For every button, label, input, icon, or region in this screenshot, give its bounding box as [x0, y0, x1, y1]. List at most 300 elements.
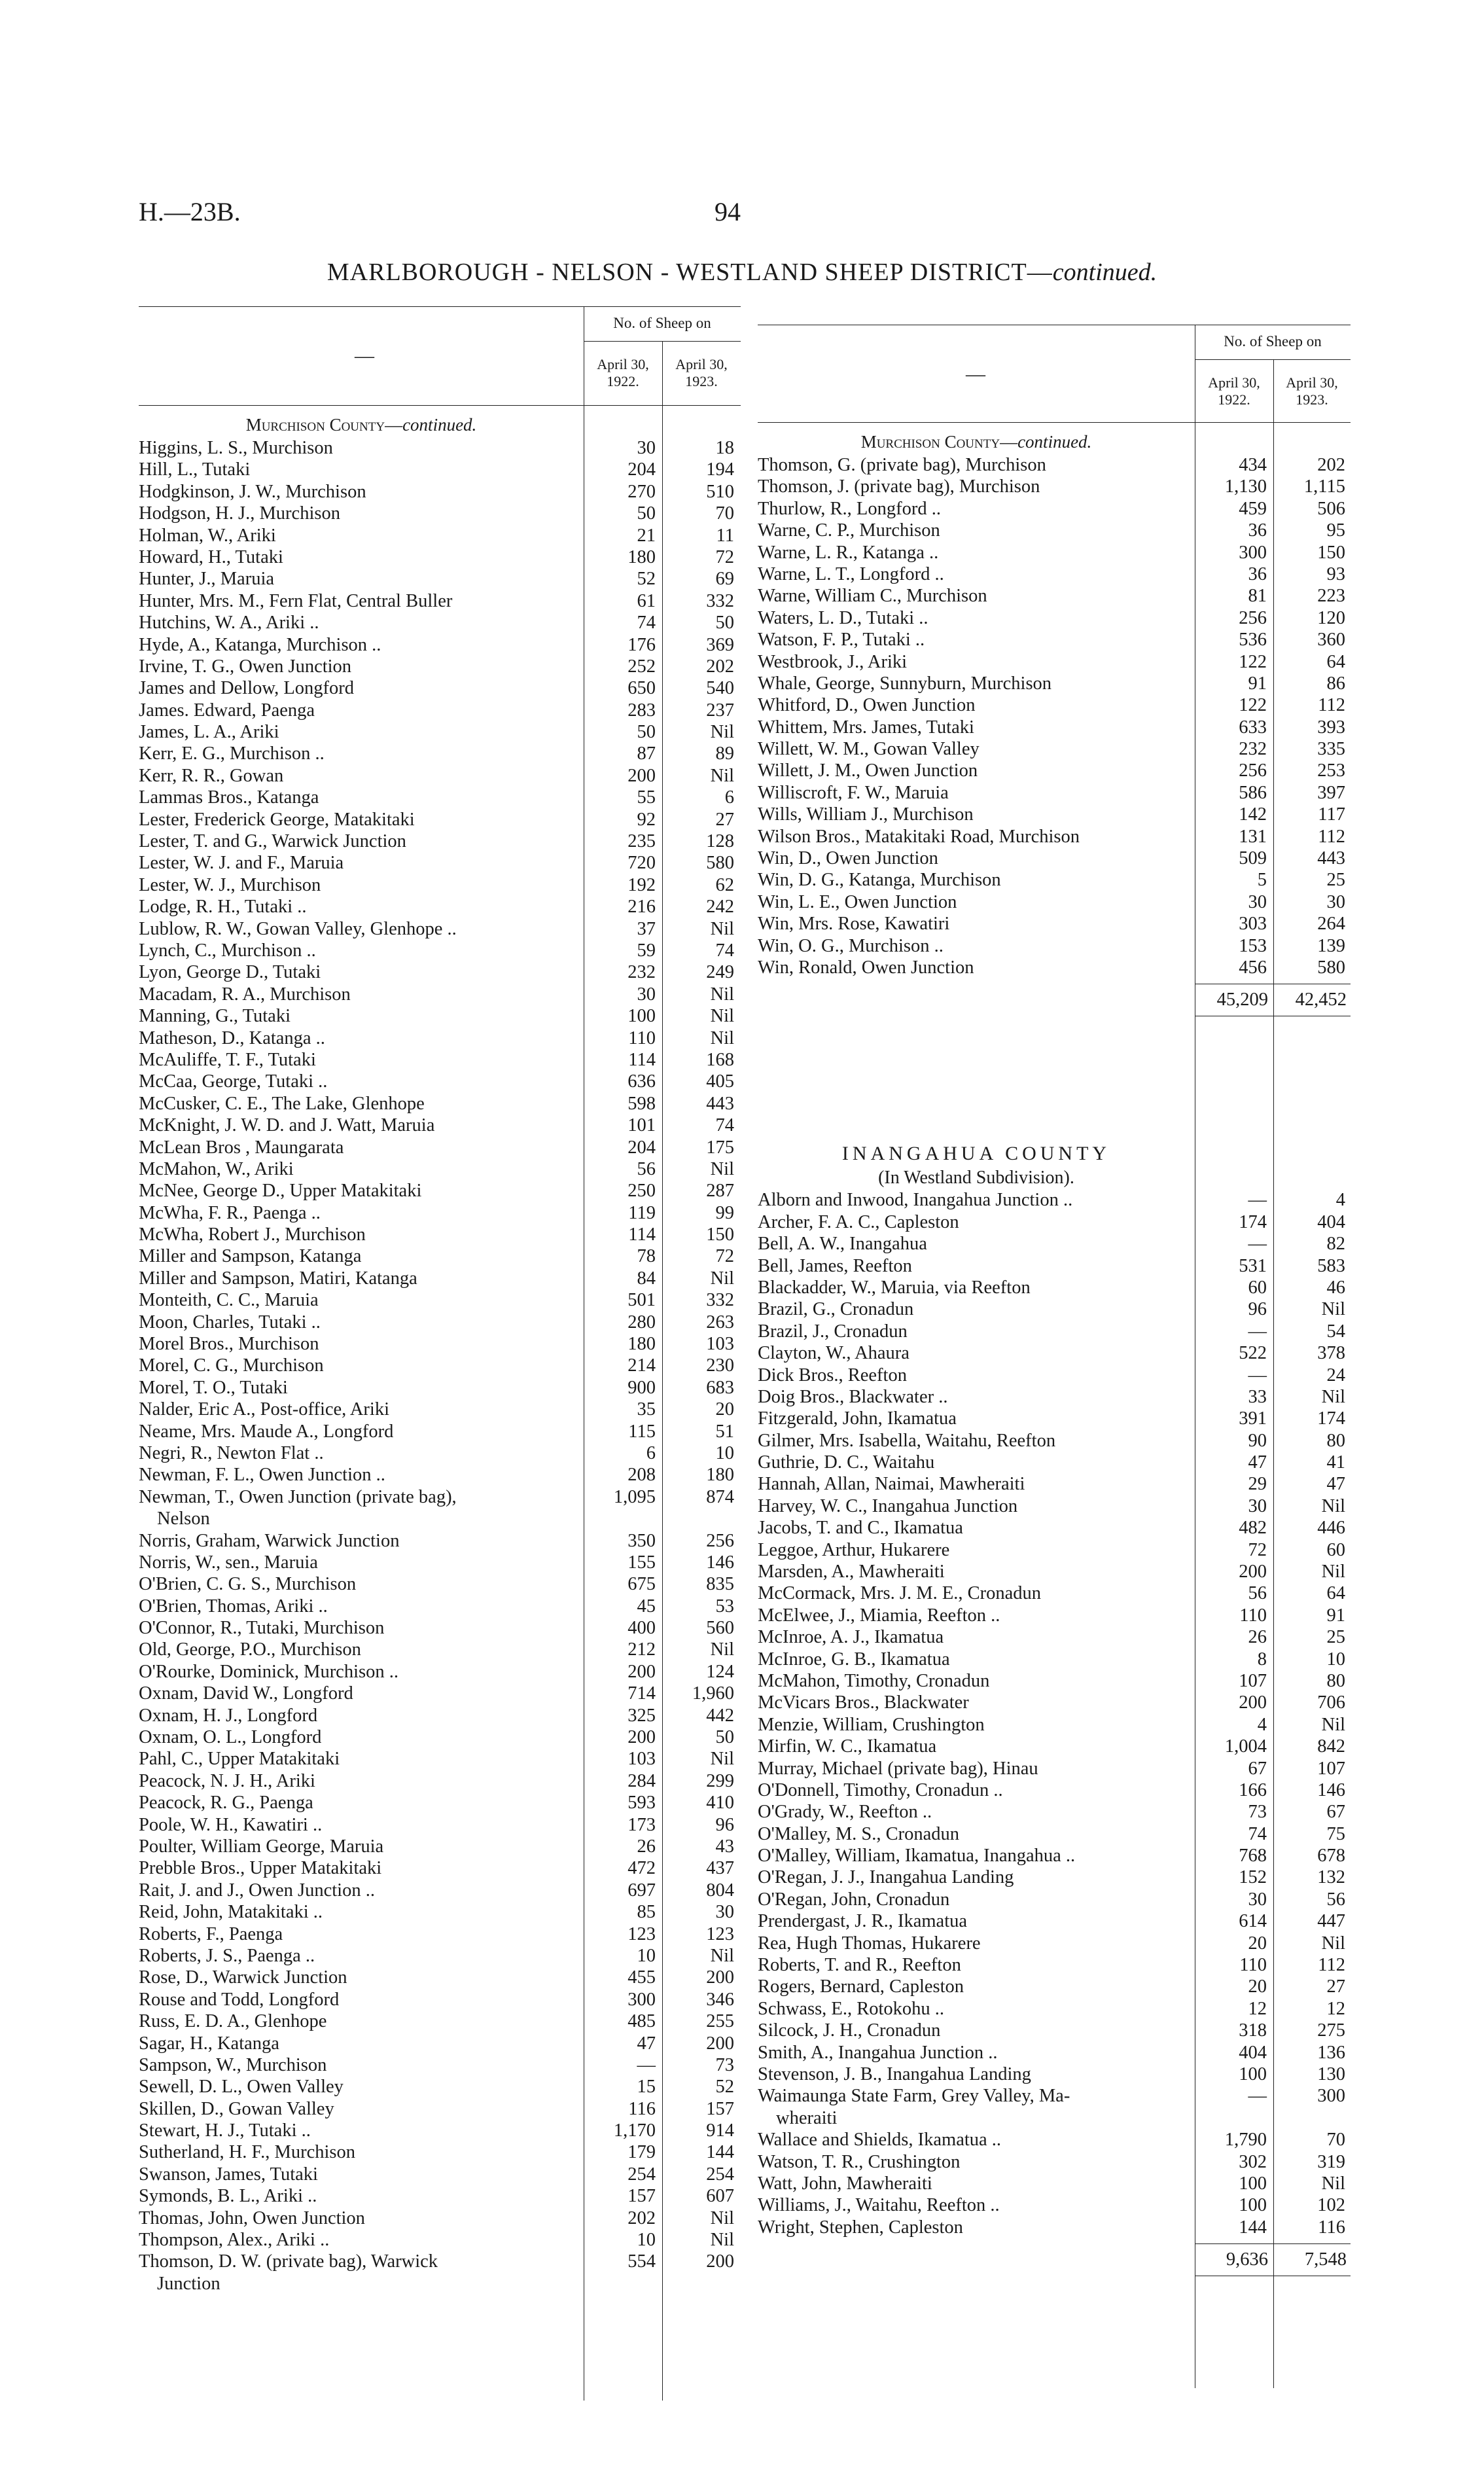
owner-name: Poole, W. H., Kawatiri ..: [139, 1814, 323, 1835]
sheep-1923: 842: [1317, 1736, 1345, 1757]
table-row: [139, 590, 741, 612]
owner-name: Guthrie, D. C., Waitahu: [758, 1452, 935, 1473]
sheep-1923: 136: [1317, 2042, 1345, 2063]
owner-name: Hyde, A., Katanga, Murchison ..: [139, 634, 381, 655]
owner-name: Lodge, R. H., Tutaki ..: [139, 897, 307, 918]
owner-name: Win, Mrs. Rose, Kawatiri: [758, 914, 950, 935]
table-row: [139, 1880, 741, 1901]
owner-name: Brazil, J., Cronadun: [758, 1321, 908, 1342]
table-row: [139, 634, 741, 656]
sheep-1923: 107: [1317, 1758, 1345, 1779]
table-row: [758, 1867, 1351, 1888]
sheep-1923: 393: [1317, 717, 1345, 738]
sheep-1922: 20: [1248, 1976, 1267, 1997]
owner-name: Whitford, D., Owen Junction: [758, 695, 976, 716]
table-row: [139, 2076, 741, 2098]
owner-name: Win, O. G., Murchison ..: [758, 935, 944, 956]
table-row: [758, 651, 1351, 673]
sheep-1922: 232: [1239, 739, 1267, 760]
sheep-1923: 607: [706, 2186, 734, 2207]
owner-name: Alborn and Inwood, Inangahua Junction ..: [758, 1190, 1073, 1211]
table-row: [758, 913, 1351, 935]
sheep-1922: 114: [628, 1224, 656, 1245]
table-row: [758, 957, 1351, 978]
right-column-header: [758, 325, 1351, 423]
sheep-1923: Nil: [1321, 1386, 1345, 1407]
owner-name: Watt, John, Mawheraiti: [758, 2173, 932, 2194]
sheep-1923: Nil: [710, 2207, 734, 2228]
sheep-1923: 378: [1317, 1343, 1345, 1364]
table-row: [758, 1342, 1351, 1364]
sheep-1923: Nil: [710, 722, 734, 743]
owner-name: Hill, L., Tutaki: [139, 459, 251, 480]
table-row: [758, 1189, 1351, 1211]
table-row: [758, 891, 1351, 913]
table-row: [758, 1605, 1351, 1626]
sheep-1923: 52: [715, 2077, 734, 2098]
sheep-1922: 26: [1248, 1627, 1267, 1648]
sheep-1922: 91: [1248, 673, 1267, 694]
table-row: [758, 1779, 1351, 1801]
sheep-1922: 200: [1239, 1562, 1267, 1582]
sheep-1922: 56: [637, 1158, 656, 1179]
sheep-1922: 56: [1248, 1583, 1267, 1604]
sheep-1923: 10: [1326, 1649, 1345, 1670]
table-row: [758, 1452, 1351, 1473]
sheep-1923: 443: [706, 1093, 734, 1114]
owner-name: Howard, H., Tutaki: [139, 546, 283, 567]
owner-name: Russ, E. D. A., Glenhope: [139, 2011, 327, 2032]
owner-name: Win, D. G., Katanga, Murchison: [758, 870, 1001, 891]
owner-name: Lyon, George D., Tutaki: [139, 962, 321, 983]
table-row: [139, 656, 741, 677]
sheep-1922: 90: [1248, 1430, 1267, 1451]
sheep-1923: 319: [1317, 2151, 1345, 2172]
owner-name: Hodgson, H. J., Murchison: [139, 503, 340, 524]
table-row: [758, 607, 1351, 629]
sheep-1922: 509: [1239, 848, 1267, 869]
sheep-1923: 73: [715, 2054, 734, 2075]
sheep-1922: 4: [1257, 1714, 1267, 1735]
table-row: [139, 1202, 741, 1224]
owner-name: O'Connor, R., Tutaki, Murchison: [139, 1618, 385, 1639]
sheep-1923: 174: [1317, 1408, 1345, 1429]
owner-name: McMahon, Timothy, Cronadun: [758, 1670, 990, 1691]
owner-name: Brazil, G., Cronadun: [758, 1299, 914, 1320]
owner-name: Lester, T. and G., Warwick Junction: [139, 831, 406, 852]
sheep-1923: 506: [1317, 498, 1345, 519]
sheep-1923: 10: [715, 1442, 734, 1463]
sheep-1923: 64: [1326, 1583, 1345, 1604]
owner-name: Old, George, P.O., Murchison: [139, 1639, 361, 1660]
owner-name: Thurlow, R., Longford ..: [758, 498, 941, 519]
table-row: [139, 852, 741, 874]
sheep-1923: 335: [1317, 739, 1345, 760]
sheep-1923: Nil: [710, 984, 734, 1005]
table-row: [139, 2141, 741, 2163]
sheep-1923: 253: [1317, 760, 1345, 781]
sheep-1922: 650: [627, 678, 656, 699]
table-row: [139, 721, 741, 743]
sheep-1922: 303: [1239, 914, 1267, 935]
table-row: [139, 787, 741, 808]
sheep-1922: 554: [627, 2251, 656, 2272]
owner-name: O'Malley, M. S., Cronadun: [758, 1823, 960, 1844]
owner-name: Symonds, B. L., Ariki ..: [139, 2186, 317, 2207]
owner-name: Oxnam, David W., Longford: [139, 1683, 353, 1704]
owner-name: Lammas Bros., Katanga: [139, 787, 319, 808]
sheep-1922: 30: [637, 438, 656, 458]
owner-name: Williscroft, F. W., Maruia: [758, 782, 949, 803]
sheep-1922: 30: [1248, 1495, 1267, 1516]
sheep-1922: 60: [1248, 1277, 1267, 1298]
table-row: [139, 437, 741, 459]
table-row: [139, 1377, 741, 1399]
owner-name: Higgins, L. S., Murchison: [139, 438, 333, 458]
sheep-1922: 152: [1239, 1867, 1267, 1888]
table-row: [758, 2129, 1351, 2151]
owner-name: Rose, D., Warwick Junction: [139, 1967, 347, 1988]
table-row: [139, 809, 741, 831]
owner-name: McKnight, J. W. D. and J. Watt, Maruia: [139, 1115, 435, 1136]
sheep-1922: 10: [637, 1945, 656, 1966]
table-row: [139, 2054, 741, 2076]
sheep-1922: 472: [627, 1858, 656, 1879]
sheep-1922: 636: [627, 1071, 656, 1092]
sheep-1922: 50: [637, 722, 656, 743]
table-row: [139, 1464, 741, 1486]
sheep-1923: 404: [1317, 1211, 1345, 1232]
inangahua-subheading: (In Westland Subdivision).: [878, 1168, 1074, 1188]
sheep-1923: 254: [706, 2164, 734, 2185]
sheep-1923: 117: [1318, 804, 1345, 825]
table-row: [139, 918, 741, 940]
table-row: [139, 1792, 741, 1814]
name-column-header-right: —: [966, 363, 985, 385]
sheep-1922: 45: [637, 1596, 656, 1617]
table-row: [758, 694, 1351, 716]
sheep-1923: 116: [1318, 2217, 1345, 2238]
table-row: [758, 1714, 1351, 1736]
sheep-1923: 287: [706, 1181, 734, 1202]
sheep-1923: 41: [1326, 1452, 1345, 1473]
total-row-inangahua: 9,636 7,548: [758, 2243, 1351, 2276]
sheep-1923: 96: [715, 1814, 734, 1835]
sheep-1922: 119: [628, 1202, 656, 1223]
sheep-1923: 82: [1326, 1234, 1345, 1255]
sheep-1922: 123: [627, 1923, 656, 1944]
sheep-1923: Nil: [710, 918, 734, 939]
sheep-1923: 255: [706, 2011, 734, 2032]
sheep-1922: 84: [637, 1268, 656, 1289]
sheep-1922: 176: [627, 634, 656, 655]
table-row: [139, 1923, 741, 1945]
sheep-1923: 146: [1317, 1779, 1345, 1800]
owner-name: James and Dellow, Longford: [139, 678, 354, 699]
sheep-1922: 593: [627, 1793, 656, 1814]
table-row: [758, 629, 1351, 651]
sheep-1922: 1,170: [613, 2120, 656, 2141]
owner-name: Hunter, J., Maruia: [139, 569, 275, 590]
table-row: [758, 1561, 1351, 1582]
sheep-1923: 95: [1326, 520, 1345, 541]
sheep-1922: 200: [627, 1661, 656, 1682]
sheep-1922: —: [1248, 2086, 1267, 2107]
table-row: [758, 1976, 1351, 1997]
sheep-1923: 74: [715, 1115, 734, 1136]
sheep-1922: 714: [627, 1683, 656, 1704]
table-row: [139, 700, 741, 721]
owner-name: Holman, W., Ariki: [139, 525, 276, 546]
sheep-1922: 455: [627, 1967, 656, 1988]
sheep-1922: 157: [627, 2186, 656, 2207]
series-label: H.—23B.: [139, 197, 241, 226]
sheep-1922: 250: [627, 1181, 656, 1202]
table-row: [758, 1692, 1351, 1713]
table-row: [139, 1486, 741, 1508]
owner-name: Thomas, John, Owen Junction: [139, 2207, 365, 2228]
sheep-1922: 232: [627, 962, 656, 983]
right-table: [758, 306, 1351, 2276]
sheep-1922: 697: [627, 1880, 656, 1901]
owner-name: McMahon, W., Ariki: [139, 1158, 294, 1179]
owner-name: Williams, J., Waitahu, Reefton ..: [758, 2195, 1000, 2216]
table-row: [139, 1180, 741, 1202]
table-row: [139, 1245, 741, 1267]
sheep-1923: 99: [715, 1202, 734, 1223]
sheep-1922: 214: [627, 1355, 656, 1376]
table-row: [758, 1430, 1351, 1452]
sheep-1923: 369: [706, 634, 734, 655]
table-row: [758, 498, 1351, 520]
owner-name: Warne, William C., Murchison: [758, 586, 987, 607]
owner-name: Win, Ronald, Owen Junction: [758, 957, 974, 978]
sheep-1922: 720: [627, 853, 656, 874]
owner-name: McInroe, G. B., Ikamatua: [758, 1649, 950, 1670]
owner-name: Stewart, H. J., Tutaki ..: [139, 2120, 311, 2141]
sheep-1922: 87: [637, 743, 656, 764]
table-row: [139, 2251, 741, 2272]
owner-name: Prendergast, J. R., Ikamatua: [758, 1911, 968, 1932]
owner-name: Poulter, William George, Maruia: [139, 1836, 384, 1857]
left-rows: [139, 437, 741, 2295]
sheep-count-header: No. of Sheep on: [613, 315, 711, 331]
table-row: [139, 1028, 741, 1049]
sheep-1923: 70: [715, 503, 734, 524]
table-row: [139, 984, 741, 1005]
owner-name: Warne, L. T., Longford ..: [758, 563, 944, 584]
sheep-1922: 166: [1239, 1779, 1267, 1800]
table-row: [139, 1355, 741, 1376]
owner-name: Wright, Stephen, Capleston: [758, 2217, 963, 2238]
page-title: [0, 258, 1484, 287]
table-row: [139, 1268, 741, 1289]
sheep-1922: 110: [1239, 1605, 1267, 1626]
sheep-1923: 447: [1317, 1911, 1345, 1932]
owner-name: O'Grady, W., Reefton ..: [758, 1802, 932, 1823]
table-row: [758, 520, 1351, 541]
table-row: [139, 1333, 741, 1355]
sheep-1922: 586: [1239, 782, 1267, 803]
sheep-1923: 706: [1317, 1692, 1345, 1713]
sheep-1923: 74: [715, 940, 734, 961]
table-row: [139, 874, 741, 896]
sheep-1923: 443: [1317, 848, 1345, 869]
sheep-1922: 1,004: [1224, 1736, 1267, 1757]
owner-name: Hannah, Allan, Naimai, Mawheraiti: [758, 1474, 1025, 1495]
sheep-1923: 51: [715, 1421, 734, 1442]
table-row: [139, 1530, 741, 1552]
owner-name: Schwass, E., Rotokohu ..: [758, 1998, 944, 2019]
owner-name: Kerr, R. R., Gowan: [139, 765, 284, 786]
table-row: [139, 1224, 741, 1245]
sheep-1922: —: [1248, 1190, 1267, 1211]
owner-name: Warne, C. P., Murchison: [758, 520, 940, 541]
owner-name: Win, L. E., Owen Junction: [758, 891, 957, 912]
sheep-1923: 132: [1317, 1867, 1345, 1888]
owner-name: Win, D., Owen Junction: [758, 848, 938, 869]
sheep-1923: 150: [706, 1224, 734, 1245]
sheep-1922: 74: [637, 613, 656, 634]
sheep-1922: 192: [627, 874, 656, 895]
sheep-1923: 146: [706, 1552, 734, 1573]
owner-name: Whittem, Mrs. James, Tutaki: [758, 717, 974, 738]
sheep-1923: 678: [1317, 1846, 1345, 1867]
table-row: [139, 1421, 741, 1442]
owner-name: Lester, Frederick George, Matakitaki: [139, 809, 415, 830]
owner-name: Thompson, Alex., Ariki ..: [139, 2230, 330, 2251]
sheep-1923: 69: [715, 569, 734, 590]
table-row: [758, 1933, 1351, 1954]
table-row: [758, 782, 1351, 804]
table-row: [758, 2151, 1351, 2173]
owner-name: Kerr, E. G., Murchison ..: [139, 743, 325, 764]
sheep-1923: 128: [706, 831, 734, 852]
sheep-1922: 350: [627, 1530, 656, 1551]
sheep-1923: 62: [715, 874, 734, 895]
sheep-1922: 174: [1239, 1211, 1267, 1232]
table-row: [139, 1967, 741, 1988]
owner-name: Menzie, William, Crushington: [758, 1714, 985, 1735]
sheep-1922: 200: [627, 765, 656, 786]
owner-name: Mirfin, W. C., Ikamatua: [758, 1736, 937, 1757]
sheep-1923: 27: [1326, 1976, 1345, 1997]
owner-name: O'Regan, John, Cronadun: [758, 1889, 950, 1910]
sheep-1923: 50: [715, 1727, 734, 1748]
table-row: [139, 1312, 741, 1333]
sheep-1922: —: [1248, 1234, 1267, 1255]
table-row: [758, 1539, 1351, 1561]
table-row: [758, 1758, 1351, 1779]
sheep-1922: 501: [627, 1290, 656, 1311]
sheep-1922: —: [637, 2054, 656, 2075]
table-row: [758, 1649, 1351, 1670]
table-row: [758, 804, 1351, 825]
table-row: [139, 1945, 741, 1967]
sheep-1923: 180: [706, 1465, 734, 1486]
table-row: [758, 760, 1351, 781]
table-row: [139, 2185, 741, 2207]
owner-name: Wilson Bros., Matakitaki Road, Murchison: [758, 826, 1080, 847]
table-row: [758, 1889, 1351, 1910]
table-row: [139, 1093, 741, 1115]
sheep-1922: 21: [637, 525, 656, 546]
owner-name: Morel Bros., Murchison: [139, 1334, 319, 1355]
sheep-1922: 318: [1239, 2020, 1267, 2041]
owner-name: Norris, Graham, Warwick Junction: [139, 1530, 400, 1551]
table-row: [139, 1639, 741, 1660]
owner-name: Leggoe, Arthur, Hukarere: [758, 1539, 950, 1560]
sheep-1922: 633: [1239, 717, 1267, 738]
table-row: [139, 1071, 741, 1092]
owner-name: Manning, G., Tutaki: [139, 1006, 291, 1027]
sheep-1922: 256: [1239, 607, 1267, 628]
owner-name: Rait, J. and J., Owen Junction ..: [139, 1880, 375, 1901]
sheep-1923: 124: [706, 1661, 734, 1682]
sheep-1922: 47: [637, 2033, 656, 2054]
sheep-1922: 100: [1239, 2195, 1267, 2216]
right-rows: [758, 454, 1351, 978]
sheep-1922: 300: [1239, 542, 1267, 563]
sheep-1923: 120: [1317, 607, 1345, 628]
owner-name: Junction: [157, 2273, 221, 2294]
sheep-1922: 208: [627, 1465, 656, 1486]
owner-name: Watson, F. P., Tutaki ..: [758, 630, 925, 651]
table-row: [139, 2098, 741, 2120]
sheep-1923: 25: [1326, 1627, 1345, 1648]
table-row: [758, 2194, 1351, 2216]
table-row: [139, 896, 741, 918]
table-row: [139, 1137, 741, 1158]
owner-name: Lynch, C., Murchison ..: [139, 940, 316, 961]
table-row: [139, 1814, 741, 1836]
sheep-1923: 194: [706, 459, 734, 480]
table-row: [758, 1998, 1351, 2020]
table-row: [139, 612, 741, 634]
sheep-1922: 110: [1239, 1955, 1267, 1976]
owner-name: Gilmer, Mrs. Isabella, Waitahu, Reefton: [758, 1430, 1056, 1451]
sheep-1923: 70: [1326, 2130, 1345, 2151]
sheep-1923: 300: [1317, 2086, 1345, 2107]
sheep-1922: 116: [628, 2098, 656, 2119]
owner-name: Fitzgerald, John, Ikamatua: [758, 1408, 957, 1429]
sheep-1922: 122: [1239, 651, 1267, 672]
sheep-1923: Nil: [1321, 2173, 1345, 2194]
sheep-1923: 30: [1326, 891, 1345, 912]
inangahua-heading: INANGAHUA COUNTY: [841, 1143, 1111, 1165]
sheep-1922: 235: [627, 831, 656, 852]
owner-name: Doig Bros., Blackwater ..: [758, 1386, 948, 1407]
sheep-1922: 482: [1239, 1518, 1267, 1539]
owner-name: Monteith, C. C., Maruia: [139, 1290, 319, 1311]
left-column-header: [139, 306, 741, 406]
sheep-1923: 360: [1317, 630, 1345, 651]
sheep-1923: 144: [706, 2142, 734, 2163]
sheep-1922: 302: [1239, 2151, 1267, 2172]
sheep-1923: Nil: [710, 1945, 734, 1966]
sheep-1923: 914: [706, 2120, 734, 2141]
section-heading-right: Murchison County—continued.: [860, 432, 1092, 452]
table-row: [758, 1386, 1351, 1408]
table-row: [758, 717, 1351, 738]
table-row: [758, 2020, 1351, 2041]
owner-name: Clayton, W., Ahaura: [758, 1343, 910, 1364]
owner-name: Warne, L. R., Katanga ..: [758, 542, 939, 563]
sheep-1923: 47: [1326, 1474, 1345, 1495]
owner-name: Negri, R., Newton Flat ..: [139, 1442, 324, 1463]
owner-name: Lester, W. J. and F., Maruia: [139, 853, 344, 874]
table-row: [139, 1661, 741, 1683]
